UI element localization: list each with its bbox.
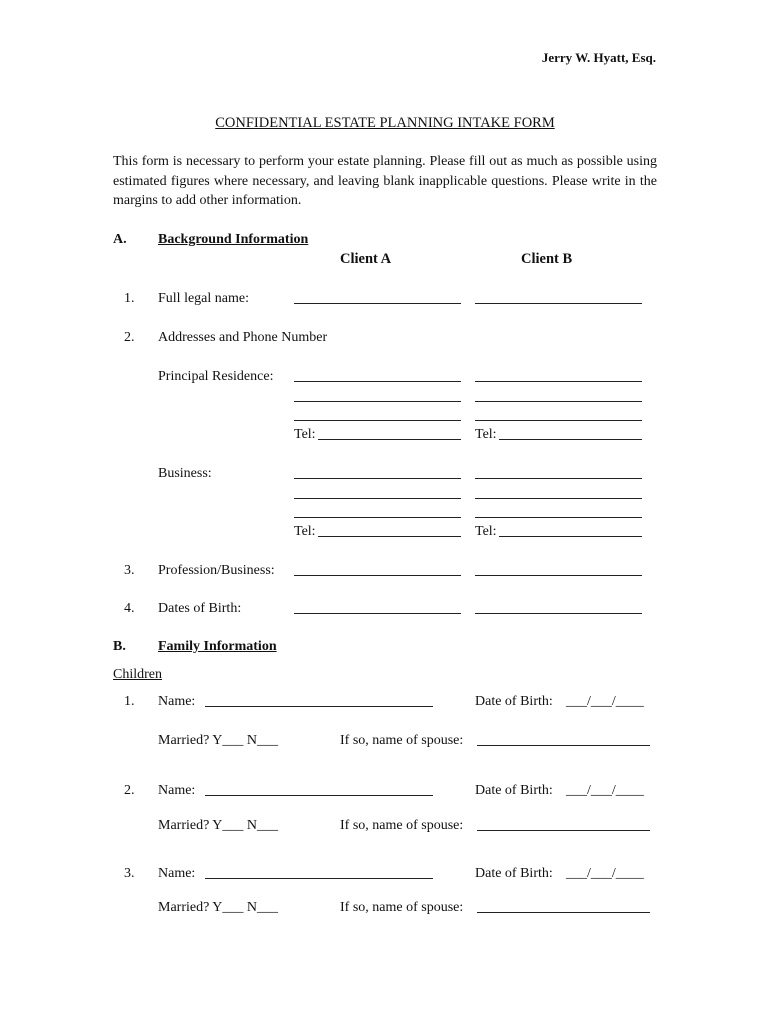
residence-client-a-line-2[interactable] — [294, 401, 461, 402]
child-2-spouse-field[interactable] — [477, 830, 650, 831]
business-tel-b-label: Tel: — [475, 524, 497, 539]
child-2-name-label: Name: — [158, 783, 196, 798]
principal-residence-label: Principal Residence: — [158, 369, 274, 384]
profession-client-b-field[interactable] — [475, 575, 642, 576]
full-legal-name-label: Full legal name: — [158, 291, 249, 306]
residence-client-b-line-3[interactable] — [475, 420, 642, 421]
child-1-spouse-field[interactable] — [477, 745, 650, 746]
residence-client-b-line-1[interactable] — [475, 381, 642, 382]
child-1-dob-field[interactable]: ___/___/____ — [566, 694, 644, 709]
business-tel-client-b-field[interactable] — [499, 536, 642, 537]
child-1-name-label: Name: — [158, 694, 196, 709]
child-2-name-field[interactable] — [205, 795, 433, 796]
q4-number: 4. — [124, 601, 135, 616]
child-3-married-field[interactable]: Married? Y___ N___ — [158, 900, 279, 915]
client-b-header: Client B — [521, 251, 573, 267]
residence-client-a-line-3[interactable] — [294, 420, 461, 421]
child-2-number: 2. — [124, 783, 135, 798]
section-b-title: Family Information — [158, 639, 277, 654]
dates-of-birth-label: Dates of Birth: — [158, 601, 242, 616]
form-title: CONFIDENTIAL ESTATE PLANNING INTAKE FORM — [215, 115, 555, 131]
business-address-label: Business: — [158, 466, 212, 481]
child-1-married-field[interactable]: Married? Y___ N___ — [158, 733, 279, 748]
business-client-b-line-1[interactable] — [475, 478, 642, 479]
section-a-title: Background Information — [158, 232, 309, 247]
q3-number: 3. — [124, 563, 135, 578]
child-2-dob-label: Date of Birth: — [475, 783, 553, 798]
child-3-number: 3. — [124, 866, 135, 881]
intro-paragraph: This form is necessary to perform your estate planning. Please fill out as much as possible using estimated figures where necessary, and leaving blank inapplicable questions. Please write in the margins to add other information. — [113, 154, 657, 208]
business-client-a-line-1[interactable] — [294, 478, 461, 479]
child-2-dob-field[interactable]: ___/___/____ — [566, 783, 644, 798]
full-legal-name-client-b-field[interactable] — [475, 303, 642, 304]
business-client-a-line-2[interactable] — [294, 498, 461, 499]
children-label: Children — [113, 667, 162, 682]
residence-client-a-line-1[interactable] — [294, 381, 461, 382]
addresses-phone-label: Addresses and Phone Number — [158, 330, 328, 345]
business-client-b-line-2[interactable] — [475, 498, 642, 499]
residence-tel-a-label: Tel: — [294, 427, 316, 442]
business-client-a-line-3[interactable] — [294, 517, 461, 518]
profession-client-a-field[interactable] — [294, 575, 461, 576]
residence-tel-client-a-field[interactable] — [318, 439, 461, 440]
child-1-spouse-label: If so, name of spouse: — [340, 733, 464, 748]
residence-client-b-line-2[interactable] — [475, 401, 642, 402]
author-name: Jerry W. Hyatt, Esq. — [541, 50, 656, 65]
business-tel-a-label: Tel: — [294, 524, 316, 539]
full-legal-name-client-a-field[interactable] — [294, 303, 461, 304]
child-1-dob-label: Date of Birth: — [475, 694, 553, 709]
client-a-header: Client A — [340, 251, 392, 267]
child-2-spouse-label: If so, name of spouse: — [340, 818, 464, 833]
business-tel-client-a-field[interactable] — [318, 536, 461, 537]
child-1-name-field[interactable] — [205, 706, 433, 707]
residence-tel-client-b-field[interactable] — [499, 439, 642, 440]
child-3-dob-field[interactable]: ___/___/____ — [566, 866, 644, 881]
child-1-number: 1. — [124, 694, 135, 709]
section-a-letter: A. — [113, 232, 127, 247]
residence-tel-b-label: Tel: — [475, 427, 497, 442]
child-3-name-label: Name: — [158, 866, 196, 881]
dob-client-a-field[interactable] — [294, 613, 461, 614]
business-client-b-line-3[interactable] — [475, 517, 642, 518]
q2-number: 2. — [124, 330, 135, 345]
child-2-married-field[interactable]: Married? Y___ N___ — [158, 818, 279, 833]
child-3-spouse-field[interactable] — [477, 912, 650, 913]
q1-number: 1. — [124, 291, 135, 306]
child-3-spouse-label: If so, name of spouse: — [340, 900, 464, 915]
child-3-dob-label: Date of Birth: — [475, 866, 553, 881]
child-3-name-field[interactable] — [205, 878, 433, 879]
profession-business-label: Profession/Business: — [158, 563, 275, 578]
section-b-letter: B. — [113, 639, 126, 654]
dob-client-b-field[interactable] — [475, 613, 642, 614]
